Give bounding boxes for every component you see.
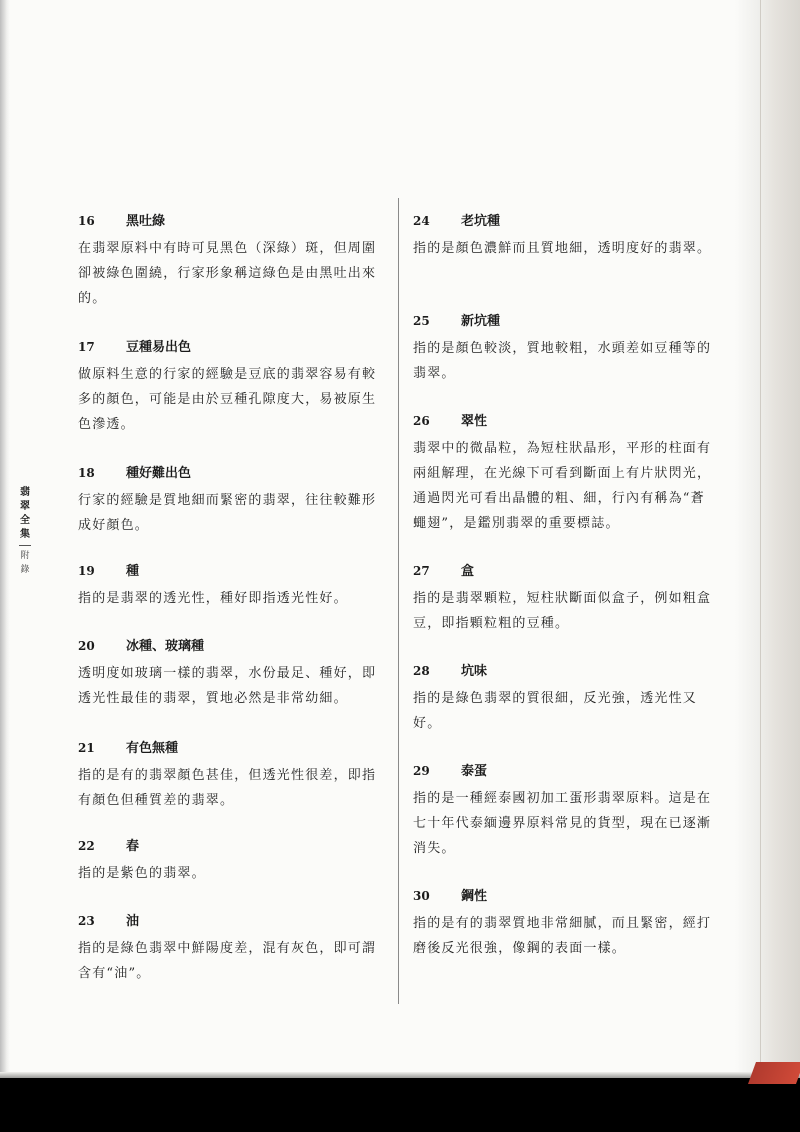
glossary-entry [413, 660, 713, 736]
entry-title: 新坑種 [461, 314, 501, 329]
entry-title: 有色無種 [126, 741, 179, 756]
side-tab-char: 錄 [20, 565, 30, 575]
entry-body: 指的是綠色翡翠中鮮陽度差，混有灰色，即可謂含有“油”。 [78, 941, 377, 981]
entry-body: 透明度如玻璃一樣的翡翠，水份最足、種好，即透光性最佳的翡翠，質地必然是非常幼細。 [78, 666, 377, 706]
glossary-entry [78, 560, 378, 611]
entry-number: 27 [413, 564, 430, 578]
entry-number: 24 [413, 214, 430, 228]
entry-title: 泰蛋 [461, 764, 488, 779]
glossary-entry [78, 737, 378, 813]
entry-body: 行家的經驗是質地細而緊密的翡翠，往往較難形成好顏色。 [78, 493, 377, 533]
side-tab-char: 集 [20, 529, 30, 540]
glossary-entry [413, 310, 713, 386]
entry-title: 老坑種 [461, 214, 501, 229]
entry-body: 指的是顏色較淡，質地較粗，水頭差如豆種等的翡翠。 [413, 341, 712, 381]
glossary-entry [78, 210, 378, 311]
entry-number: 30 [413, 889, 430, 903]
entry-number: 19 [78, 564, 95, 578]
entry-body: 指的是有的翡翠質地非常細膩，而且緊密，經打磨後反光很強，像鋼的表面一樣。 [413, 916, 712, 956]
entry-title: 盒 [461, 564, 475, 579]
glossary-entry [413, 560, 713, 636]
entry-body: 翡翠中的微晶粒，為短柱狀晶形，平形的柱面有兩組解理，在光線下可看到斷面上有片狀閃光，通過閃光可看出晶體的粗、細，行內有稱為“蒼蠅翅”，是鑑別翡翠的重要標誌。 [413, 441, 712, 531]
entry-number: 25 [413, 314, 430, 328]
side-tab-rule [19, 545, 31, 546]
entry-body: 做原料生意的行家的經驗是豆底的翡翠容易有較多的顏色，可能是由於豆種孔隙度大，易被原生色滲透。 [78, 367, 377, 432]
entry-title: 種 [126, 564, 140, 579]
entry-number: 22 [78, 839, 95, 853]
entry-title: 種好難出色 [126, 466, 192, 481]
glossary-entry [78, 336, 378, 437]
side-tab-title [16, 486, 34, 542]
glossary-entry [78, 462, 378, 538]
side-tab-char: 翡 [20, 487, 30, 498]
entry-number: 26 [413, 414, 430, 428]
entry-body: 指的是紫色的翡翠。 [78, 866, 206, 881]
page-edge-stack [735, 0, 800, 1080]
glossary-entry [413, 410, 713, 536]
entry-title: 鋼性 [461, 889, 488, 904]
glossary-entry [413, 760, 713, 861]
side-tab [16, 486, 34, 577]
side-tab-char: 全 [20, 515, 30, 526]
entry-body: 指的是一種經泰國初加工蛋形翡翠原料。這是在七十年代泰緬邊界原料常見的貨型，現在已逐漸消失。 [413, 791, 712, 856]
entry-number: 18 [78, 466, 95, 480]
entry-body: 指的是有的翡翠顏色甚佳，但透光性很差，即指有顏色但種質差的翡翠。 [78, 768, 377, 808]
entry-body: 指的是綠色翡翠的質很細，反光強，透光性又好。 [413, 691, 698, 731]
binding-shadow [0, 0, 10, 1080]
entry-body: 指的是翡翠顆粒，短柱狀斷面似盒子，例如粗盒豆，即指顆粒粗的豆種。 [413, 591, 712, 631]
column-divider [398, 198, 399, 1004]
entry-number: 17 [78, 340, 95, 354]
side-tab-char: 附 [20, 551, 30, 561]
entry-title: 豆種易出色 [126, 340, 192, 355]
entry-number: 28 [413, 664, 430, 678]
glossary-entry [78, 910, 378, 986]
cover-corner [748, 1062, 800, 1084]
entry-body: 指的是顏色濃鮮而且質地細，透明度好的翡翠。 [413, 241, 712, 256]
entry-title: 翠性 [461, 414, 488, 429]
side-tab-subtitle [16, 549, 34, 577]
glossary-entry [413, 210, 713, 261]
entry-number: 16 [78, 214, 95, 228]
entry-body: 在翡翠原料中有時可見黑色（深綠）斑，但周圍卻被綠色圍繞，行家形象稱這綠色是由黑吐出來的。 [78, 241, 377, 306]
entry-title: 春 [126, 839, 140, 854]
page-edge-line [760, 0, 761, 1080]
entry-number: 21 [78, 741, 95, 755]
side-tab-char: 翠 [20, 501, 30, 512]
entry-body: 指的是翡翠的透光性，種好即指透光性好。 [78, 591, 348, 606]
entry-title: 油 [126, 914, 140, 929]
entry-title: 坑味 [461, 664, 488, 679]
glossary-entry [78, 835, 378, 886]
entry-number: 23 [78, 914, 95, 928]
entry-title: 黑吐綠 [126, 214, 166, 229]
glossary-entry [413, 885, 713, 961]
entry-title: 冰種、玻璃種 [126, 639, 205, 654]
entry-number: 20 [78, 639, 95, 653]
entry-number: 29 [413, 764, 430, 778]
glossary-entry [78, 635, 378, 711]
scan-bottom-bar [0, 1078, 800, 1132]
